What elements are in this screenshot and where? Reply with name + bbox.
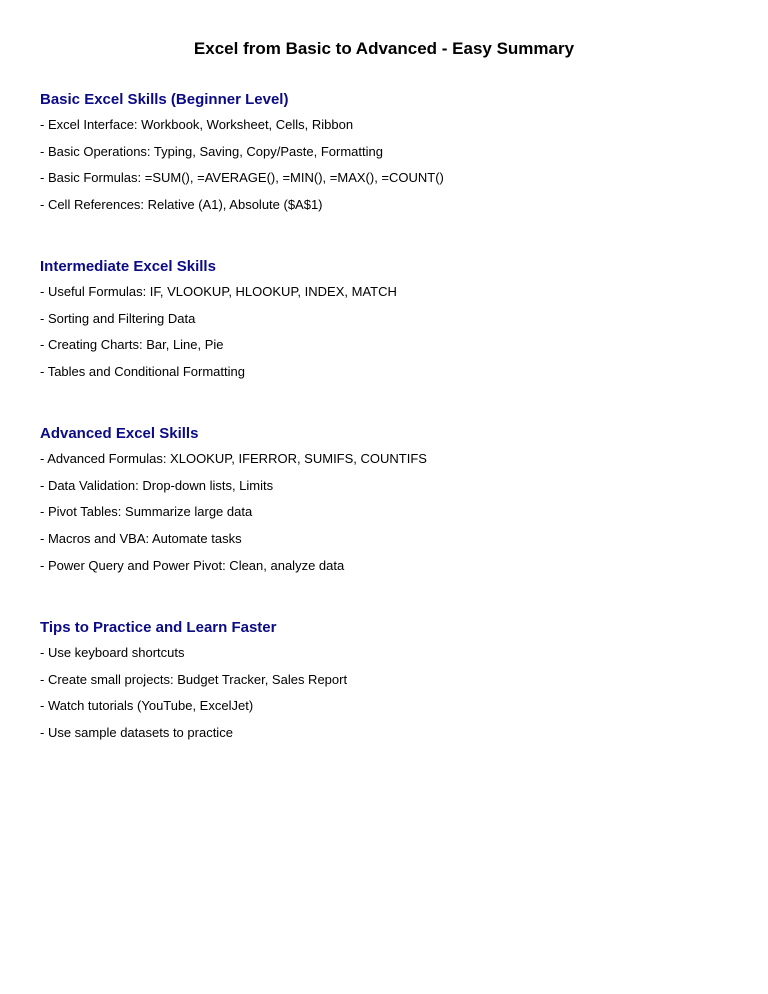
list-item: - Sorting and Filtering Data bbox=[40, 310, 196, 326]
section-heading: Intermediate Excel Skills bbox=[40, 258, 216, 275]
list-item: - Create small projects: Budget Tracker, Sales Report bbox=[40, 671, 348, 687]
list-item: - Watch tutorials (YouTube, ExcelJet) bbox=[40, 698, 254, 714]
section-heading: Advanced Excel Skills bbox=[40, 425, 199, 442]
list-item: - Macros and VBA: Automate tasks bbox=[40, 531, 242, 547]
list-item: - Excel Interface: Workbook, Worksheet, Cells, Ribbon bbox=[40, 117, 354, 132]
section-heading: Tips to Practice and Learn Faster bbox=[40, 619, 277, 636]
list-item: - Power Query and Power Pivot: Clean, analyze data bbox=[40, 557, 345, 573]
list-item: - Basic Formulas: =SUM(), =AVERAGE(), =MIN(), =MAX(), =COUNT() bbox=[40, 170, 444, 186]
list-item: - Use sample datasets to practice bbox=[40, 725, 233, 741]
list-item: - Data Validation: Drop-down lists, Limits bbox=[40, 477, 274, 493]
list-item: - Tables and Conditional Formatting bbox=[40, 364, 245, 380]
list-item: - Pivot Tables: Summarize large data bbox=[40, 504, 253, 520]
list-item: - Advanced Formulas: XLOOKUP, IFERROR, SUMIFS, COUNTIFS bbox=[40, 451, 427, 466]
section-advanced-skills bbox=[40, 424, 740, 584]
section-basic-skills bbox=[40, 90, 740, 224]
document-title: Excel from Basic to Advanced - Easy Summary bbox=[193, 39, 575, 58]
list-item: - Cell References: Relative (A1), Absolute ($A$1) bbox=[40, 197, 323, 213]
section-intermediate-skills bbox=[40, 257, 740, 391]
list-item: - Useful Formulas: IF, VLOOKUP, HLOOKUP, INDEX, MATCH bbox=[40, 284, 397, 299]
section-practice-tips bbox=[40, 618, 740, 752]
section-heading: Basic Excel Skills (Beginner Level) bbox=[40, 91, 289, 108]
list-item: - Use keyboard shortcuts bbox=[40, 645, 185, 660]
list-item: - Basic Operations: Typing, Saving, Copy/Paste, Formatting bbox=[40, 143, 383, 159]
list-item: - Creating Charts: Bar, Line, Pie bbox=[40, 337, 224, 353]
